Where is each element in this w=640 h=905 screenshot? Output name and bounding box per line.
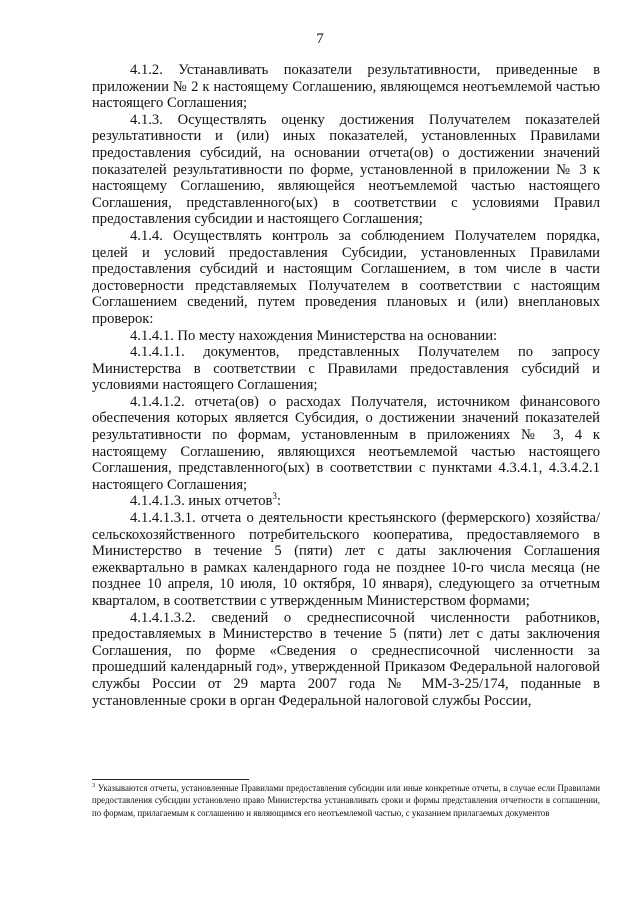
footnote-text: Указываются отчеты, установленные Правилами предоставления субсидии или иные конкретные отчеты, в случае если Правилами предоставления субсидии установлено право Министерства устанавливать сроки и формы представления отчетности в соглашении, по формам, прилагаемым к соглашению и являющимся его неотъемлемой частью, с указанием прилагаемых документов [92,783,600,818]
paragraph-4-1-4: 4.1.4. Осуществлять контроль за соблюдением Получателем порядка, целей и условий предоставления Субсидии, установленных Правилами предоставления субсидий и настоящим Соглашением, в том числе в части достоверности представляемых Получателем в соответствии с настоящим Соглашением сведений, путем проведения плановых и (или) внеплановых проверок: [92,227,600,327]
paragraph-4-1-4-1-3-text: 4.1.4.1.3. иных отчетов [130,493,273,510]
page-number: 7 [316,31,324,47]
paragraph-4-1-2: 4.1.2. Устанавливать показатели результативности, приведенные в приложении № 2 к настоящему Соглашению, являющемся неотъемлемой частью настоящего Соглашения; [92,62,600,112]
paragraph-4-1-4-1: 4.1.4.1. По месту нахождения Министерства на основании: [130,327,498,344]
paragraph-4-1-4-1-3 [92,493,600,510]
footnote-marker: 3 [92,782,96,790]
paragraph-4-1-4-1-3-2: 4.1.4.1.3.2. сведений о среднесписочной численности работников, предоставляемых в Министерство в течение 5 (пяти) лет с даты заключения Соглашения, по форме «Сведения о среднесписочной численности за прошедший календарный год», утвержденной Приказом Федеральной налоговой службы России от 29 марта 2007 года № ММ-3-25/174, поданные в установленные сроки в орган Федеральной налоговой службы России, [92,609,600,709]
footnote [92,782,600,819]
paragraph-4-1-4-1-1: 4.1.4.1.1. документов, представленных Получателем по запросу Министерства в соответствии с Правилами предоставления субсидий и условиями настоящего Соглашения; [92,344,600,394]
paragraph-4-1-4-1-3-1: 4.1.4.1.3.1. отчета о деятельности крестьянского (фермерского) хозяйства/сельскохозяйственного потребительского кооператива, предоставляемого в Министерство в течение 5 (пяти) лет с даты заключения Соглашения ежеквартально в рамках календарного года не позднее 10-го числа месяца (не позднее 10 апреля, 10 июля, 10 октября, 10 января), следующего за отчетным кварталом, в соответствии с утвержденным Министерством формами; [92,510,600,609]
paragraph-4-1-4-1-2: 4.1.4.1.2. отчета(ов) о расходах Получателя, источником финансового обеспечения которых является Субсидия, о достижении значений показателей результативности по формам, установленным в приложениях № 3, 4 к настоящему Соглашению, являющихся неотъемлемой частью настоящего Соглашения, представленного(ых) в соответствии с пунктами 4.3.4.1, 4.3.4.2.1 настоящего Соглашения; [92,393,600,493]
paragraph-4-1-4-1-3-colon: : [276,493,281,510]
footnote-reference: 3 [272,491,277,502]
document-body [92,62,600,709]
paragraph-4-1-3: 4.1.3. Осуществлять оценку достижения Получателем показателей результативности и (или) иных показателей, установленных Правилами предоставления субсидий, на основании отчета(ов) о достижении значений показателей результативности по форме, установленной в приложении № 3 к настоящему Соглашению, являющейся неотъемлемой частью настоящего Соглашения, представленного(ых) в соответствии с условиями Правил предоставления субсидии и настоящего Соглашения; [92,111,600,228]
footnote-separator [92,779,249,780]
